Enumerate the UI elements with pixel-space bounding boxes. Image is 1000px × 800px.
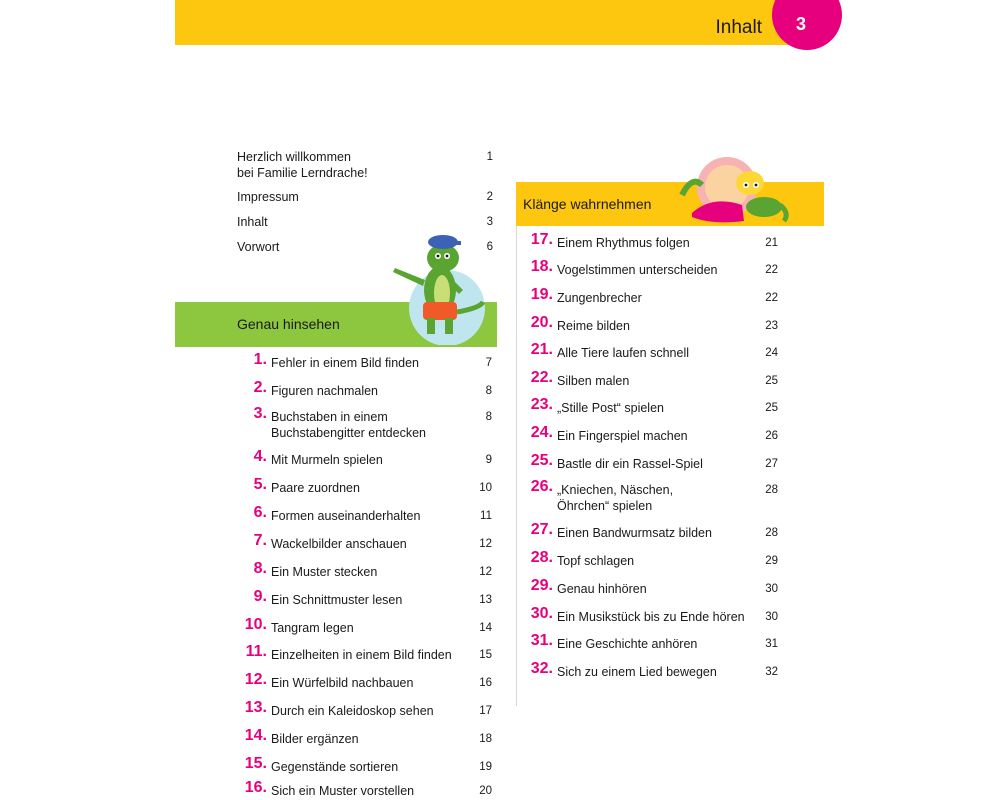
toc-entry-page: 22	[765, 264, 778, 276]
toc-entry-label: Silben malen	[557, 374, 630, 388]
section-title: Klänge wahrnehmen	[523, 196, 652, 212]
toc-entry-page: 28	[765, 527, 778, 539]
toc-entry-page: 26	[765, 430, 778, 442]
toc-entry-label: Herzlich willkommen bei Familie Lerndrache!	[237, 150, 368, 180]
toc-entry-label: Ein Würfelbild nachbauen	[271, 676, 414, 690]
toc-entry-page: 11	[480, 510, 492, 522]
toc-entry-page: 3	[486, 216, 493, 228]
toc-entry-page: 27	[765, 458, 778, 470]
toc-entry-number: 7.	[253, 532, 267, 549]
toc-entry-number: 18.	[530, 258, 553, 275]
toc-entry-page: 7	[485, 357, 492, 369]
toc-entry-number: 2.	[253, 379, 267, 396]
section-title: Genau hinsehen	[237, 316, 340, 332]
toc-entry-number: 10.	[244, 616, 267, 633]
toc-entry-label: Gegenstände sortieren	[271, 760, 399, 774]
toc-entry-number: 32.	[530, 660, 553, 677]
toc-entry-label: Durch ein Kaleidoskop sehen	[271, 704, 434, 718]
toc-entry-label: Figuren nachmalen	[271, 384, 379, 398]
toc-entry-page: 29	[765, 555, 778, 567]
toc-entry-label: Bilder ergänzen	[271, 732, 359, 746]
toc-entry-page: 8	[485, 411, 492, 423]
toc-entry-label: Paare zuordnen	[271, 481, 360, 495]
toc-entry-label: Reime bilden	[557, 319, 630, 333]
toc-entry-page: 20	[479, 785, 492, 797]
toc-entry-page: 24	[765, 347, 778, 359]
column-divider	[516, 226, 517, 706]
toc-entry-number: 16.	[244, 779, 267, 796]
toc-entry-label: Einem Rhythmus folgen	[557, 236, 690, 250]
toc-entry-number: 9.	[253, 588, 267, 605]
header-bar	[175, 0, 824, 45]
dragon-mascot-illustration	[385, 230, 495, 345]
toc-entry-page: 12	[479, 566, 492, 578]
toc-entry-page: 6	[486, 241, 493, 253]
toc-entry-number: 8.	[253, 560, 267, 577]
toc-entry-number: 29.	[530, 577, 553, 594]
toc-entry-number: 5.	[253, 476, 267, 493]
page-number: 3	[796, 14, 807, 34]
toc-entry-number: 15.	[244, 755, 267, 772]
toc-entry-label: „Stille Post“ spielen	[557, 401, 664, 415]
toc-entry-label: Ein Fingerspiel machen	[557, 429, 688, 443]
toc-entry-number: 1.	[253, 351, 267, 368]
toc-entry-label: Genau hinhören	[557, 582, 647, 596]
toc-entry-label: Vogelstimmen unterscheiden	[557, 263, 718, 277]
toc-entry-page: 25	[765, 375, 778, 387]
toc-entry-label: Einen Bandwurmsatz bilden	[557, 526, 712, 540]
toc-entry-number: 27.	[530, 521, 553, 538]
toc-entry-label: Inhalt	[237, 215, 268, 229]
toc-entry-page: 22	[765, 292, 778, 304]
toc-entry-page: 31	[765, 638, 778, 650]
toc-entry-number: 4.	[253, 448, 267, 465]
toc-entry-number: 31.	[530, 632, 553, 649]
toc-entry-label: Buchstaben in einem Buchstabengitter entdecken	[271, 410, 426, 440]
toc-entry-label: Topf schlagen	[557, 554, 635, 568]
toc-entry-label: Ein Schnittmuster lesen	[271, 593, 403, 607]
toc-entry-label: Sich zu einem Lied bewegen	[557, 665, 717, 679]
toc-entry-label: Wackelbilder anschauen	[271, 537, 407, 551]
toc-entry-number: 23.	[530, 396, 553, 413]
toc-entry-number: 25.	[530, 452, 553, 469]
toc-entry-label: Ein Muster stecken	[271, 565, 378, 579]
toc-entry-page: 10	[479, 482, 492, 494]
toc-entry-page: 17	[479, 705, 492, 717]
toc-entry-number: 19.	[530, 286, 553, 303]
toc-entry-page: 14	[479, 622, 492, 634]
toc-entry-page: 12	[479, 538, 492, 550]
toc-entry-number: 13.	[244, 699, 267, 716]
toc-entry-page: 13	[479, 594, 492, 606]
toc-entry-label: Sich ein Muster vorstellen	[271, 784, 415, 798]
page-title: Inhalt	[715, 17, 762, 38]
toc-entry-page: 18	[479, 733, 492, 745]
toc-entry-label: „Kniechen, Näschen, Öhrchen“ spielen	[557, 483, 674, 513]
toc-entry-page: 32	[765, 666, 778, 678]
toc-entry-number: 21.	[530, 341, 553, 358]
toc-entry-page: 1	[486, 151, 493, 163]
toc-entry-number: 12.	[244, 671, 267, 688]
toc-entry-page: 28	[765, 484, 778, 496]
toc-entry-label: Zungenbrecher	[557, 291, 642, 305]
toc-entry-number: 24.	[530, 424, 553, 441]
toc-entry-number: 26.	[530, 478, 553, 495]
toc-entry-number: 30.	[530, 605, 553, 622]
toc-entry-label: Einzelheiten in einem Bild finden	[271, 648, 452, 662]
toc-entry-label: Eine Geschichte anhören	[557, 637, 698, 651]
toc-entry-page: 2	[486, 191, 493, 203]
toc-entry-page: 19	[479, 761, 492, 773]
toc-entry-label: Formen auseinanderhalten	[271, 509, 421, 523]
toc-entry-number: 11.	[245, 643, 267, 660]
toc-entry-page: 16	[479, 677, 492, 689]
dragon-mascot-illustration	[672, 155, 797, 230]
toc-entry-label: Vorwort	[237, 240, 280, 254]
toc-entry-number: 22.	[530, 369, 553, 386]
toc-entry-page: 21	[765, 237, 778, 249]
toc-entry-number: 20.	[530, 314, 553, 331]
toc-entry-number: 6.	[253, 504, 267, 521]
toc-entry-label: Ein Musikstück bis zu Ende hören	[557, 610, 745, 624]
toc-entry-number: 17.	[530, 231, 553, 248]
toc-entry-label: Alle Tiere laufen schnell	[557, 346, 690, 360]
toc-entry-label: Mit Murmeln spielen	[271, 453, 383, 467]
toc-entry-page: 23	[765, 320, 778, 332]
toc-entry-page: 30	[765, 611, 778, 623]
toc-entry-label: Bastle dir ein Rassel-Spiel	[557, 457, 703, 471]
toc-entry-page: 9	[485, 454, 492, 466]
toc-entry-number: 14.	[244, 727, 267, 744]
toc-entry-number: 3.	[253, 405, 267, 422]
toc-entry-page: 8	[485, 385, 492, 397]
toc-entry-label: Fehler in einem Bild finden	[271, 356, 419, 370]
toc-entry-number: 28.	[530, 549, 553, 566]
toc-entry-page: 30	[765, 583, 778, 595]
toc-entry-label: Tangram legen	[271, 621, 354, 635]
toc-entry-label: Impressum	[237, 190, 299, 204]
toc-entry-page: 25	[765, 402, 778, 414]
toc-entry-page: 15	[479, 649, 492, 661]
